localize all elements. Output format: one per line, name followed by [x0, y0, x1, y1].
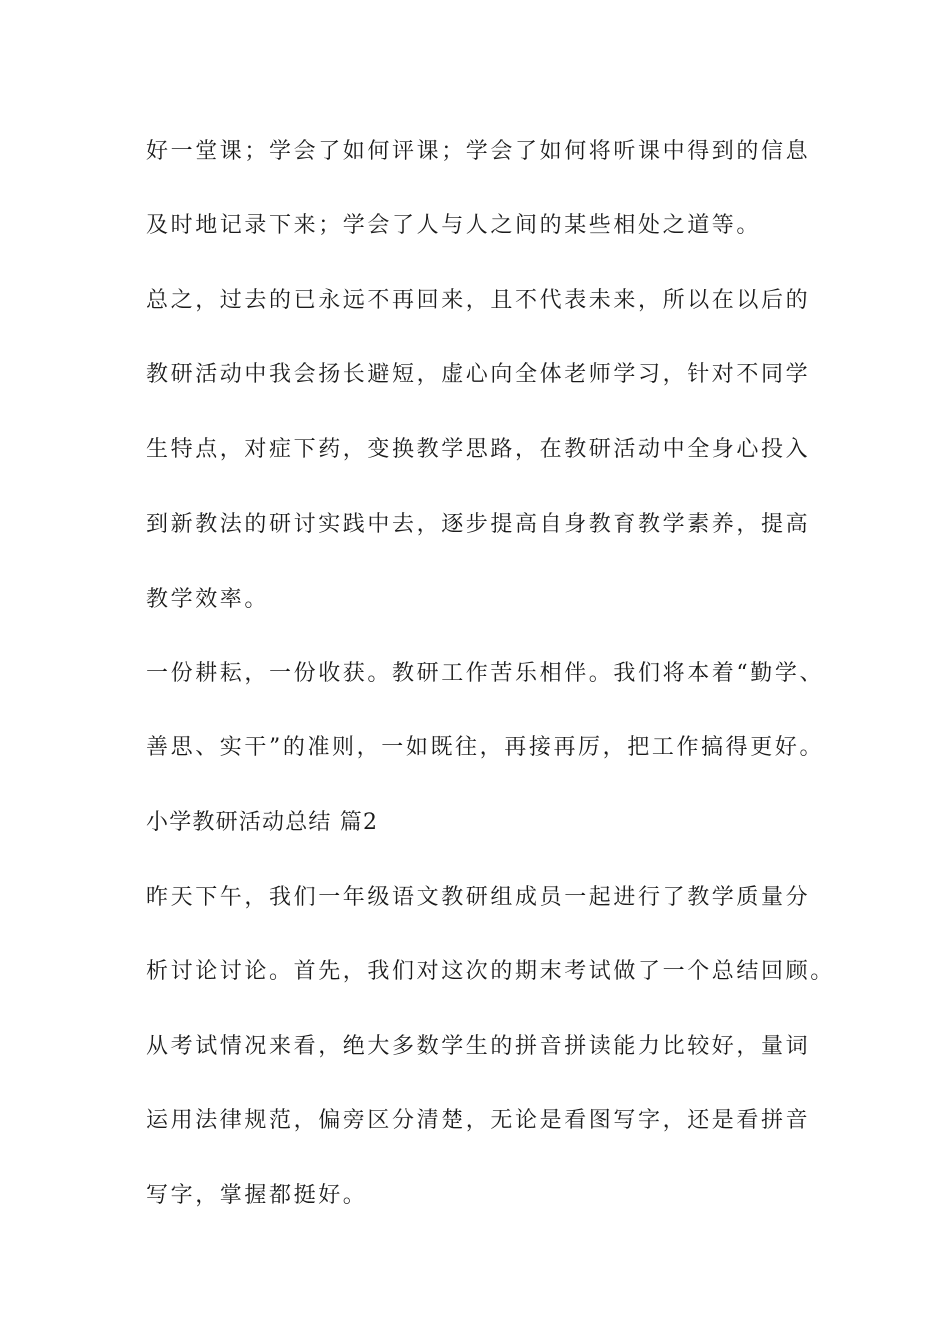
paragraph-line: 教研活动中我会扬长避短，虚心向全体老师学习，针对不同学 [146, 362, 811, 387]
paragraph-line: 析讨论讨论。首先，我们对这次的期末考试做了一个总结回顾。 [146, 959, 835, 984]
paragraph-line: 写字，掌握都挺好。 [146, 1183, 368, 1208]
paragraph-line: 运用法律规范，偏旁区分清楚，无论是看图写字，还是看拼音 [146, 1108, 811, 1133]
paragraph-line: 从考试情况来看，绝大多数学生的拼音拼读能力比较好，量词 [146, 1034, 811, 1059]
paragraph-line: 及时地记录下来；学会了人与人之间的某些相处之道等。 [146, 213, 762, 238]
paragraph-line: 到新教法的研讨实践中去，逐步提高自身教育教学素养，提高 [146, 512, 811, 537]
paragraph-line: 好一堂课；学会了如何评课；学会了如何将听课中得到的信息 [146, 139, 811, 164]
paragraph-line: 一份耕耘，一份收获。教研工作苦乐相伴。我们将本着“勤学、 [146, 661, 825, 686]
paragraph-line: 昨天下午，我们一年级语文教研组成员一起进行了教学质量分 [146, 885, 811, 910]
section-heading: 小学教研活动总结 篇2 [146, 810, 379, 835]
paragraph-line: 总之，过去的已永远不再回来，且不代表未来，所以在以后的 [146, 288, 811, 313]
paragraph-line: 教学效率。 [146, 587, 270, 612]
paragraph-line: 生特点，对症下药，变换教学思路，在教研活动中全身心投入 [146, 437, 811, 462]
paragraph-line: 善思、实干”的准则，一如既往，再接再厉，把工作搞得更好。 [146, 735, 825, 760]
